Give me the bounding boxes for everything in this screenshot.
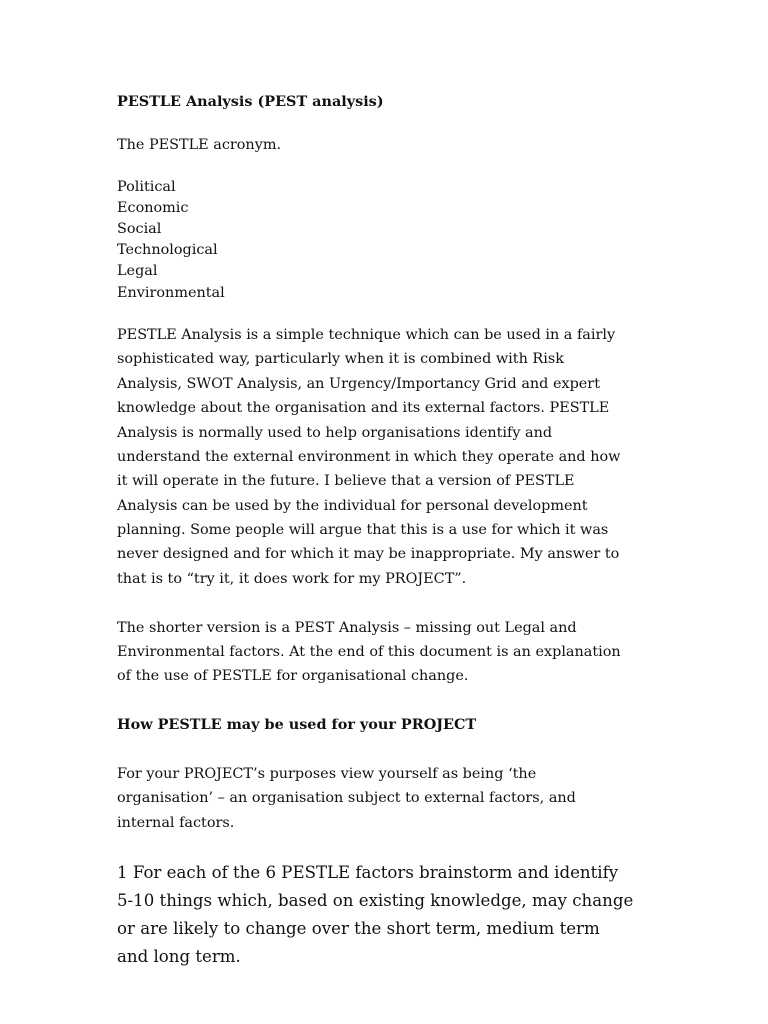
step-line: and long term. [117, 947, 241, 966]
paragraph-line: PESTLE Analysis is a simple technique which can be used in a fairly [117, 327, 616, 343]
paragraph-line: sophisticated way, particularly when it is combined with Risk [117, 351, 564, 367]
paragraph-line: For your PROJECT’s purposes view yourself as being ‘the [117, 766, 537, 782]
acronym-item-legal: Legal [117, 263, 158, 279]
paragraph-line: never designed and for which it may be inappropriate. My answer to [117, 546, 620, 562]
document-title: PESTLE Analysis (PEST analysis) [117, 93, 384, 110]
step-line: 5-10 things which, based on existing knowledge, may change [117, 891, 634, 910]
paragraph-line: that is to “try it, it does work for my PROJECT”. [117, 571, 467, 587]
acronym-item-social: Social [117, 221, 162, 237]
acronym-intro: The PESTLE acronym. [117, 137, 282, 153]
paragraph-line: understand the external environment in which they operate and how [117, 449, 621, 465]
step-line: or are likely to change over the short term, medium term [117, 919, 600, 938]
acronym-item-political: Political [117, 179, 176, 195]
acronym-item-environmental: Environmental [117, 285, 225, 301]
paragraph-line: planning. Some people will argue that this is a use for which it was [117, 522, 609, 538]
paragraph-line: knowledge about the organisation and its external factors. PESTLE [117, 400, 610, 416]
paragraph-line: Analysis can be used by the individual for personal development [117, 498, 588, 514]
paragraph-line: organisation’ – an organisation subject to external factors, and [117, 790, 576, 806]
paragraph-line: The shorter version is a PEST Analysis – missing out Legal and [117, 620, 577, 636]
paragraph-line: it will operate in the future. I believe that a version of PESTLE [117, 473, 575, 489]
step-line: 1 For each of the 6 PESTLE factors brainstorm and identify [117, 863, 619, 882]
paragraph-line: Analysis is normally used to help organisations identify and [117, 425, 553, 441]
acronym-item-technological: Technological [117, 242, 218, 258]
paragraph-line: Analysis, SWOT Analysis, an Urgency/Importancy Grid and expert [117, 376, 600, 392]
acronym-item-economic: Economic [117, 200, 189, 216]
paragraph-line: of the use of PESTLE for organisational change. [117, 668, 469, 684]
paragraph-line: internal factors. [117, 815, 235, 831]
paragraph-line: Environmental factors. At the end of this document is an explanation [117, 644, 621, 660]
section-heading: How PESTLE may be used for your PROJECT [117, 716, 477, 733]
